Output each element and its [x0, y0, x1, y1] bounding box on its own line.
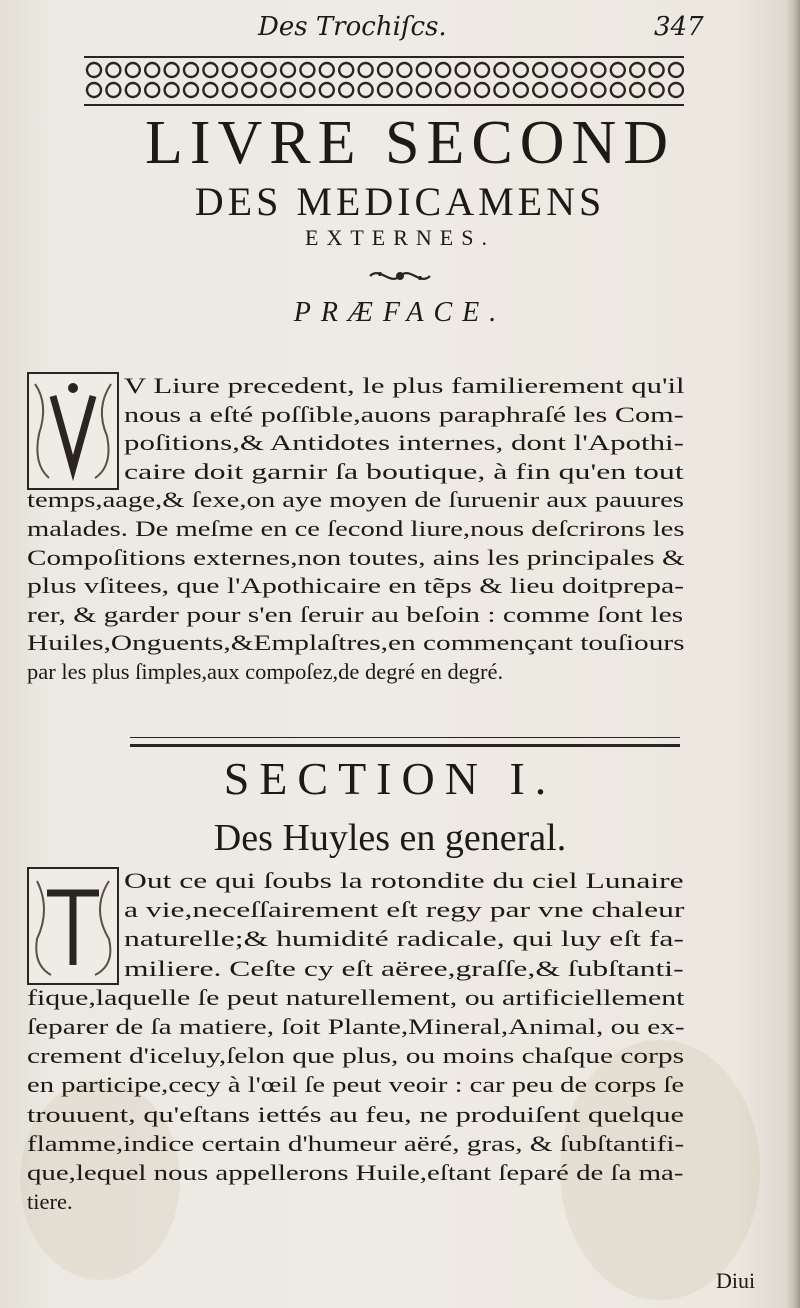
text-line: tiere. [27, 1189, 73, 1215]
preface-heading: PRÆFACE. [293, 297, 507, 328]
section-subheading: Des Huyles en general. [213, 817, 567, 859]
text-line: que,lequel nous appellerons Huile,eſtant ſeparé de ſa ma- [27, 1160, 684, 1185]
text-line: temps,aage,& ſexe,on aye moyen de ſuruenir aux pauures [27, 487, 684, 513]
text-line: par les plus ſimples,aux compoſez,de degré en degré. [27, 659, 504, 684]
decorated-initial-v [27, 372, 119, 490]
running-head [0, 8, 800, 44]
text-line: crement d'iceluy,ſelon que plus, ou moins chaſque corps [27, 1043, 685, 1069]
initial-ornament-icon [29, 869, 117, 983]
decorated-initial-t [27, 867, 119, 985]
text-line: en participe,cecy à l'œil ſe peut veoir : car peu de corps ſe [27, 1072, 685, 1098]
book-subtitle: DES MEDICAMENS [194, 179, 606, 224]
page-number: 347 [654, 12, 704, 42]
text-line: Huiles,Onguents,&Emplaſtres,en commençant touſiours [27, 630, 685, 656]
text-line: flamme,indice certain d'humeur aëré, gras, & ſubſtantifi- [27, 1130, 685, 1156]
text-line: Out ce qui ſoubs la rotondite du ciel Lunaire [124, 868, 684, 893]
book-subtitle-externes: EXTERNES. [305, 225, 495, 250]
headpiece-pattern [84, 58, 684, 104]
book-title: LIVRE SECOND [144, 109, 676, 177]
section-heading: SECTION I. [223, 753, 557, 804]
text-line: poſitions,& Antidotes internes, dont l'Apothi- [124, 430, 684, 456]
text-line: ſeparer de ſa matiere, ſoit Plante,Mineral,Animal, ou ex- [27, 1014, 685, 1039]
initial-ornament-icon [29, 374, 117, 488]
fleuron-ornament [366, 266, 434, 286]
text-line: malades. De meſme en ce ſecond liure,nous deſcrirons les [27, 516, 685, 541]
text-line: trouuent, qu'eſtans iettés au feu, ne produiſent quelque [27, 1101, 685, 1127]
text-line: miliere. Ceſte cy eſt aëree,graſſe,& ſubſtanti- [124, 955, 684, 981]
text-line: fique,laquelle ſe peut naturellement, ou artificiellement [27, 984, 685, 1010]
running-title: Des Trochiſcs. [258, 12, 447, 42]
text-line: plus vſitees, que l'Apothicaire en tẽps & lieu doitprepa- [27, 573, 685, 599]
text-line: a vie,neceſſairement eſt regy par vne chaleur [124, 897, 685, 923]
text-line: rer, & garder pour s'en ſeruir au beſoin : comme ſont les [27, 601, 684, 627]
catchword: Diui [716, 1268, 756, 1293]
ornamental-headpiece [84, 56, 684, 106]
section-divider-rule [130, 737, 680, 747]
text-line: naturelle;& humidité radicale, qui luy eſt fa- [124, 926, 684, 952]
text-line: nous a eſté poſſible,auons paraphraſé les Com- [124, 401, 684, 427]
text-line: caire doit garnir ſa boutique, à fin qu'en tout [124, 458, 684, 484]
page-gutter-shadow [786, 0, 800, 1308]
text-line: Compoſitions externes,non toutes, ains les principales & [27, 544, 685, 570]
text-line: V Liure precedent, le plus familierement qu'il [124, 373, 685, 398]
